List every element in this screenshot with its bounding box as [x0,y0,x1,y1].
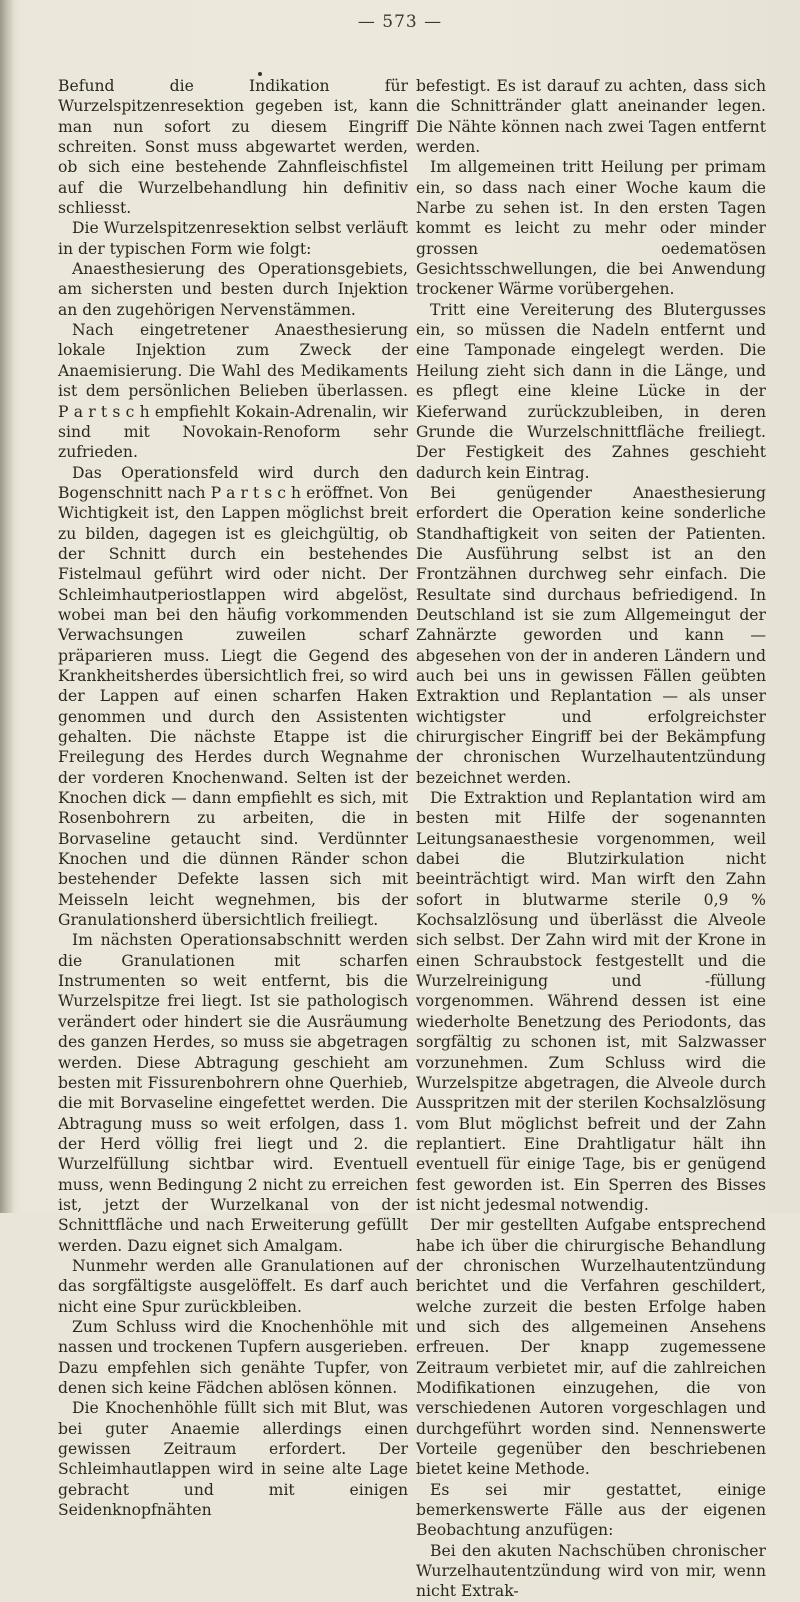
paragraph: Nach eingetretener Anaesthesierung lokale Injektion zum Zweck der Anaemisierung. Die Wahl des Medikaments ist dem persönlichen Belieben überlassen. P a r t s c h empfiehlt Kokain-Adrenalin, wir sind mit Novokain-Renoform sehr zufrieden. [58,321,408,462]
paragraph: Im allgemeinen tritt Heilung per primam ein, so dass nach einer Woche kaum die Narbe zu sehen ist. In den ersten Tagen kommt es leicht zu mehr oder minder grossen oedematösen Gesichtsschwellungen, die bei Anwendung trockener Wärme vorübergehen. [416,158,766,299]
left-column [58,76,408,1520]
page-number: — 573 — [357,12,443,32]
paragraph: Im nächsten Operationsabschnitt werden die Granulationen mit scharfen Instrumenten so weit entfernt, bis die Wurzelspitze frei liegt. Ist sie pathologisch verändert oder hindert sie die Ausräumung des ganzen Herdes, so muss sie abgetragen werden. Diese Abtragung geschieht am besten mit Fissurenbohrern ohne Querhieb, die mit Borvaseline eingefettet werden. Die Abtragung muss so weit erfolgen, dass 1. der Herd völlig frei liegt und 2. die Wurzelfüllung sichtbar wird. Eventuell muss, wenn Bedingung 2 nicht zu erreichen ist, jetzt der Wurzelkanal von der Schnittfläche und nach Erweiterung gefüllt werden. Dazu eignet sich Amalgam. [58,931,408,1255]
paragraph: Das Operationsfeld wird durch den Bogenschnitt nach P a r t s c h eröffnet. Von Wichtigkeit ist, den Lappen möglichst breit zu bilden, dagegen ist es gleichgültig, ob der Schnitt durch ein bestehendes Fistelmaul geführt wird oder nicht. Der Schleimhautperiostlappen wird abgelöst, wobei man bei den häufig vorkommenden Verwachsungen zuweilen scharf präparieren muss. Liegt die Gegend des Krankheitsherdes übersichtlich frei, so wird der Lappen auf einen scharfen Haken genommen und durch den Assistenten gehalten. Die nächste Etappe ist die Freilegung des Herdes durch Wegnahme der vorderen Knochenwand. Selten ist der Knochen dick — dann empfiehlt es sich, mit Rosenbohrern zu arbeiten, die in Borvaseline getaucht sind. Verdünnter Knochen und die dünnen Ränder schon bestehender Defekte lassen sich mit Meisseln leicht wegnehmen, bis der Granulationsherd übersichtlich freiliegt. [58,463,408,930]
paragraph: befestigt. Es ist darauf zu achten, dass sich die Schnittränder glatt aneinander legen. Die Nähte können nach zwei Tagen entfernt werden. [416,77,766,157]
paragraph: Bei den akuten Nachschüben chronischer Wurzelhautentzündung wird von mir, wenn nicht Extrak- [416,1541,766,1601]
paragraph: Die Extraktion und Replantation wird am besten mit Hilfe der sogenannten Leitungsanaesthesie vorgenommen, weil dabei die Blutzirkulation nicht beeinträchtigt wird. Man wirft den Zahn sofort in blutwarme sterile 0,9 % Kochsalzlösung und überlässt die Alveole sich selbst. Der Zahn wird mit der Krone in einen Schraubstock festgestellt und die Wurzelreinigung und -füllung vorgenommen. Während dessen ist eine wiederholte Benetzung des Periodonts, das sorgfältig zu schonen ist, mit Salzwasser vorzunehmen. Zum Schluss wird die Wurzelspitze abgetragen, die Alveole durch Ausspritzen mit der sterilen Kochsalzlösung vom Blut möglichst befreit und der Zahn replantiert. Eine Drahtligatur hält ihn eventuell für einige Tage, bis er genügend fest geworden ist. Ein Sperren des Bisses ist nicht jedesmal notwendig. [416,789,766,1214]
paragraph: Befund die Indikation für Wurzelspitzenresektion gegeben ist, kann man nun sofort zu diesem Eingriff schreiten. Sonst muss abgewartet werden, ob sich eine bestehende Zahnfleischfistel auf die Wurzelbehandlung hin definitiv schliesst. [58,77,408,218]
paragraph: Es sei mir gestattet, einige bemerkenswerte Fälle aus der eigenen Beobachtung anzufügen: [416,1480,766,1540]
paragraph: Die Knochenhöhle füllt sich mit Blut, was bei guter Anaemie allerdings einen gewissen Zeitraum erfordert. Der Schleimhautlappen wird in seine alte Lage gebracht und mit einigen Seidenknopfnähten [58,1399,408,1520]
paragraph: Anaesthesierung des Operationsgebiets, am sichersten und besten durch Injektion an den zugehörigen Nervenstämmen. [58,260,408,319]
paragraph: Tritt eine Vereiterung des Blutergusses ein, so müssen die Nadeln entfernt und eine Tamponade eingelegt werden. Die Heilung zieht sich dann in die Länge, und es pflegt eine kleine Lücke in der Kieferwand zurückzubleiben, in deren Grunde die Wurzelschnittfläche freiliegt. Der Festigkeit des Zahnes geschieht dadurch kein Eintrag. [416,300,766,482]
paragraph: Bei genügender Anaesthesierung erfordert die Operation keine sonderliche Standhaftigkeit von seiten der Patienten. Die Ausführung selbst ist an den Frontzähnen durchweg sehr einfach. Die Resultate sind durchaus befriedigend. In Deutschland ist sie zum Allgemeingut der Zahnärzte geworden und kann — abgesehen von der in anderen Ländern und auch bei uns in gewissen Fällen geübten Extraktion und Replantation — als unser wichtigster und erfolgreichster chirurgischer Eingriff bei der Bekämpfung der chronischen Wurzelhautentzündung bezeichnet werden. [416,483,766,787]
paragraph: Nunmehr werden alle Granulationen auf das sorgfältigste ausgelöffelt. Es darf auch nicht eine Spur zurückbleiben. [58,1256,408,1316]
paragraph: Die Wurzelspitzenresektion selbst verläuft in der typischen Form wie folgt: [58,219,409,258]
page-spine-shadow [0,0,14,1213]
right-column [416,76,766,1602]
page-header [0,10,800,42]
paragraph: Der mir gestellten Aufgabe entsprechend habe ich über die chirurgische Behandlung der chronischen Wurzelhautentzündung berichtet und die Verfahren geschildert, welche zurzeit die besten Erfolge haben und sich des allgemeinen Ansehens erfreuen. Der knapp zugemessene Zeitraum verbietet mir, auf die zahlreichen Modifikationen einzugehen, die von verschiedenen Autoren vorgeschlagen und durchgeführt worden sind. Nennenswerte Vorteile gegenüber den beschriebenen bietet keine Methode. [416,1216,766,1479]
paragraph: Zum Schluss wird die Knochenhöhle mit nassen und trockenen Tupfern ausgerieben. Dazu empfehlen sich genähte Tupfer, von denen sich keine Fädchen ablösen können. [58,1317,408,1397]
